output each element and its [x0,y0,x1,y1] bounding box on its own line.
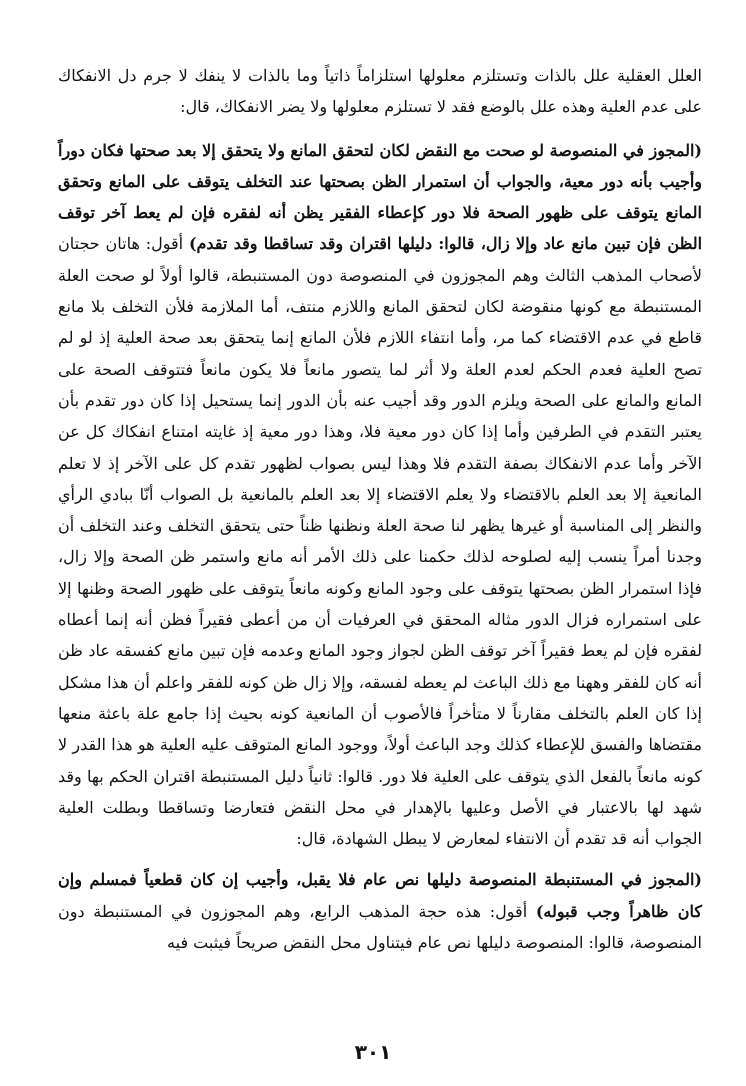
paragraph-3 [58,864,702,958]
paragraph-2-commentary: أقول: هاتان حجتان لأصحاب المذهب الثالث وهم المجوزون في المنصوصة دون المستنبطة، قالوا أولاً لو صحت العلة المستنبطة مع كونها منقوضة لكان لتحقق المانع واللازم منتف، أما الملازمة فلأن التخلف بلا مانع قاطع في عدم الاقتضاء كما مر، وأما انتفاء اللازم فلأن المانع إنما يتحقق بعد صحة العلية إذ لو لم تصح العلية فعدم الحكم لعدم العلة ولا أثر لما يتصور مانعاً فلا يكون مانعاً فتتوقف الصحة على المانع والمانع على الصحة ويلزم الدور وقد أجيب عنه بأن الدور إنما يستحيل إذا كان دور تقدم بأن يعتبر التقدم في الطرفين وأما إذا كان دور معية فلا، وهذا دور معية إذ غايته امتناع انفكاك كل عن الآخر وأما عدم الانفكاك بصفة التقدم فلا وهذا ليس بصواب لظهور تقدم كل على الآخر إذ لا تعلم المانعية إلا بعد العلم بالاقتضاء ولا يعلم الاقتضاء إلا بعد العلم بالمانعية بل الصواب أنّا ببادي الرأي والنظر إلى المناسبة أو غيرها يظهر لنا صحة العلة ونظنها ظناً حتى يتحقق التخلف وعند التخلف أن وجدنا أمراً ينسب إليه لصلوحه لذلك حكمنا على ذلك الأمر أنه مانع واستمر ظن الصحة وإلا زال، فإذا استمرار الظن بصحتها يتوقف على وجود المانع وكونه مانعاً يتوقف على ظهور الصحة وظنها إلا على استمراره فزال الدور مثاله المحقق في العرفيات أن من أعطى فقيراً فظن أنه إنما أعطاه لفقره فإن لم يعط فقيراً آخر توقف الظن لجواز وجود المانع وعدمه فإن تبين مانع كفسقه عاد ظن أنه كان للفقر وههنا مع ذلك الباعث لم يعطه لفسقه، وإلا زال ظن كونه للفقر واعلم أن هذا مشكل إذا كان العلم بالتخلف مقارناً لا متأخراً فالأصوب أن المانعية كونه بحيث إذا جامع علة باعثة منعها مقتضاها والفسق للإعطاء كذلك وجد الباعث أولاً، ووجود المانع المتوقف عليه العلية هو هذا القدر لا كونه مانعاً بالفعل الذي يتوقف على العلية فلا دور. قالوا: ثانياً دليل المستنبطة اقتران الحكم بها وقد شهد لها بالاعتبار في الأصل وعليها بالإهدار في محل النقض فتعارضا وتساقطا وبطلت العلية الجواب أنه قد تقدم أن الانتفاء لمعارض لا يبطل الشهادة، قال: [58,234,702,849]
paragraph-1 [58,60,702,123]
paragraph-2-quote: (المجوز في المنصوصة لو صحت مع النقض لكان لتحقق المانع ولا يتحقق إلا بعد صحتها فكان دوراً وأجيب بأنه دور معية، والجواب أن استمرار الظن بصحتها عند التخلف يتوقف على المانع وتحقق المانع يتوقف على ظهور الصحة فلا دور كإعطاء الفقير يظن أنه لفقره فإن لم يعط آخر توقف الظن فإن تبين مانع عاد وإلا زال، قالوا: دليلها اقتران وقد تساقطا وقد تقدم) [58,140,703,254]
page-number: ٣٠١ [354,1040,392,1064]
paragraph-1-text: العلل العقلية علل بالذات وتستلزم معلولها استلزاماً ذاتياً وما بالذات لا ينفك لا جرم دل الانفكاك على عدم العلية وهذه علل بالوضع فقد لا تستلزم معلولها ولا يضر الانفكاك، قال: [58,66,702,117]
paragraph-3-commentary: أقول: هذه حجة المذهب الرابع، وهم المجوزون في المستنبطة دون المنصوصة، قالوا: المنصوصة دليلها نص عام فيتناول محل النقض صريحاً فيثبت فيه [58,901,702,953]
paragraph-2 [58,135,702,855]
paragraph-3-quote: (المجوز في المستنبطة المنصوصة دليلها نص عام فلا يقبل، وأجيب إن كان قطعياً فمسلم وإن كان ظاهراً وجب قبوله) [58,870,702,921]
document-page [58,60,702,958]
